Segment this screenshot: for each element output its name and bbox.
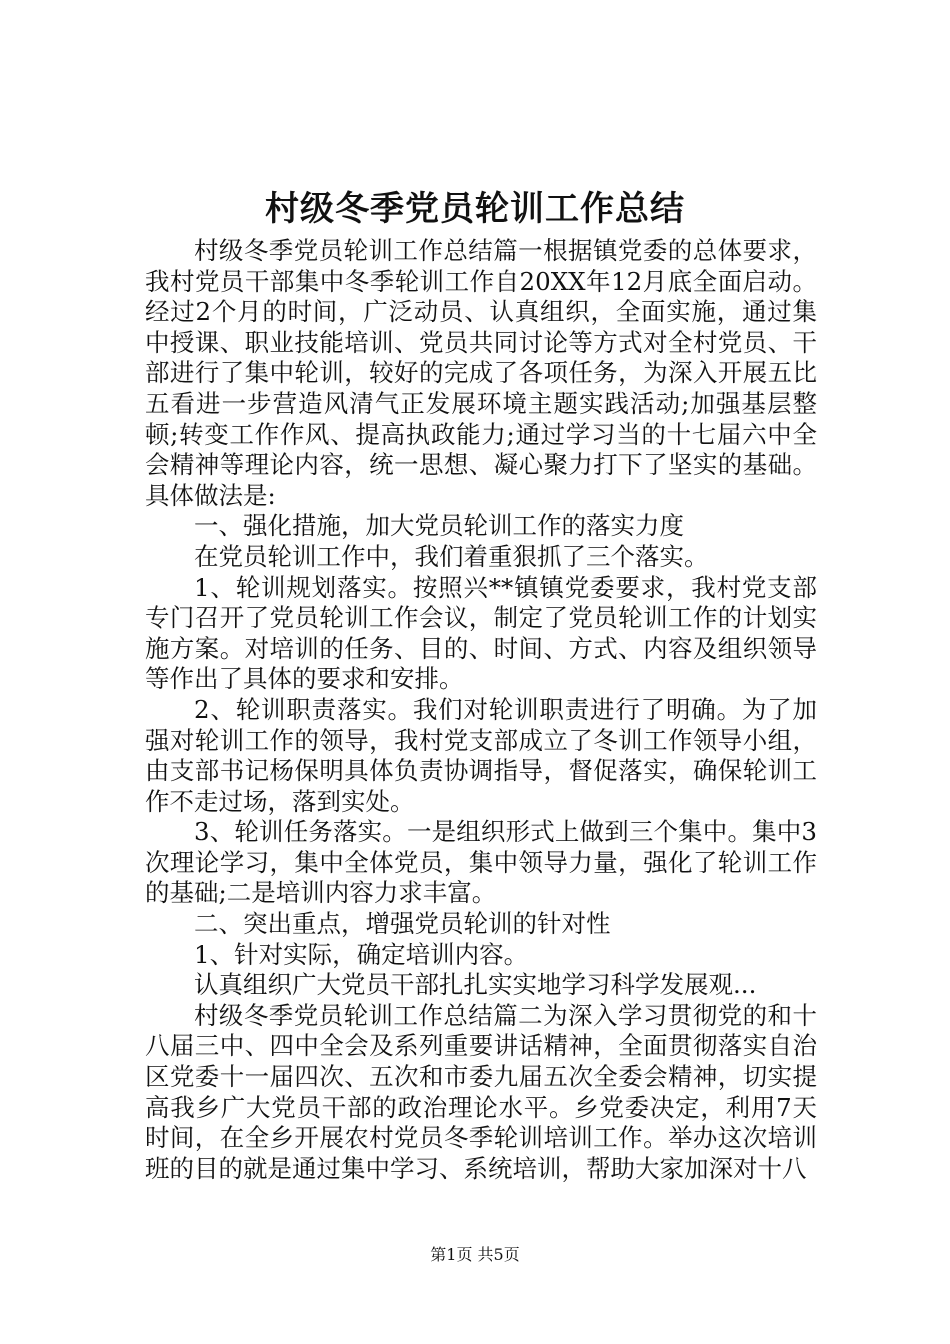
page-footer: 第1页 共5页 xyxy=(430,1245,520,1264)
paragraph-intro: 村级冬季党员轮训工作总结篇一根据镇党委的总体要求，我村党员干部集中冬季轮训工作自20XX年12月底全面启动。经过2个月的时间，广泛动员、认真组织，全面实施，通过集中授课、职业技能培训、党员共同讨论等方式对全村党员、干部进行了集中轮训，较好的完成了各项任务，为深入开展五比五看进一步营造风清气正发展环境主题实践活动;加强基层整顿;转变工作作风、提高执政能力;通过学习当的十七届六中全会精神等理论内容，统一思想、凝心聚力打下了坚实的基础。具体做法是: xyxy=(145,236,817,510)
paragraph-three-implementations: 在党员轮训工作中，我们着重狠抓了三个落实。 xyxy=(194,541,709,571)
document-title: 村级冬季党员轮训工作总结 xyxy=(265,189,685,229)
paragraph-item-1: 1、轮训规划落实。按照兴**镇镇党委要求，我村党支部专门召开了党员轮训工作会议，制定了党员轮训工作的计划实施方案。对培训的任务、目的、时间、方式、内容及组织领导等作出了具体的要求和安排。 xyxy=(145,572,817,694)
heading-section-2: 二、突出重点，增强党员轮训的针对性 xyxy=(194,909,611,939)
paragraph-item-2: 2、轮训职责落实。我们对轮训职责进行了明确。为了加强对轮训工作的领导，我村党支部成立了冬训工作领导小组，由支部书记杨保明具体负责协调指导，督促落实，确保轮训工作不走过场，落到实处。 xyxy=(145,694,817,816)
heading-section-1: 一、强化措施，加大党员轮训工作的落实力度 xyxy=(194,511,684,541)
paragraph-part-two: 村级冬季党员轮训工作总结篇二为深入学习贯彻党的和十八届三中、四中全会及系列重要讲话精神，全面贯彻落实自治区党委十一届四次、五次和市委九届五次全委会精神，切实提高我乡广大党员干部的政治理论水平。乡党委决定，利用7天时间，在全乡开展农村党员冬季轮训培训工作。举办这次培训班的目的就是通过集中学习、系统培训，帮助大家加深对十八 xyxy=(145,1000,817,1183)
document-body xyxy=(145,236,817,1184)
paragraph-item-3: 3、轮训任务落实。一是组织形式上做到三个集中。集中3次理论学习，集中全体党员，集中领导力量，强化了轮训工作的基础;二是培训内容力求丰富。 xyxy=(145,817,817,908)
paragraph-study: 认真组织广大党员干部扎扎实实地学习科学发展观... xyxy=(194,970,757,1000)
paragraph-subitem-1: 1、针对实际，确定培训内容。 xyxy=(194,939,529,969)
